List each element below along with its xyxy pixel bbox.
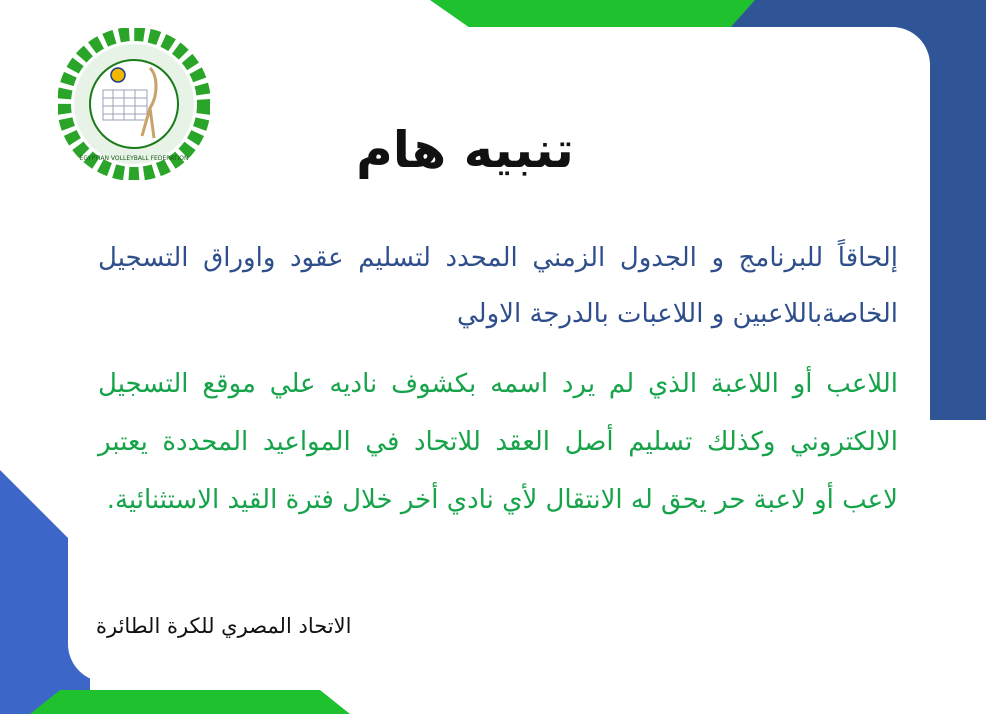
notice-title: تنبيه هام	[356, 121, 574, 179]
federation-signature: الاتحاد المصري للكرة الطائرة	[96, 614, 352, 638]
notice-paragraph-rule: اللاعب أو اللاعبة الذي لم يرد اسمه بكشوف ناديه علي موقع التسجيل الالكتروني وكذلك تسليم أصل العقد للاتحاد في المواعيد المحددة يعتبر لاعب أو لاعبة حر يحق له الانتقال لأي نادي أخر خلال فترة القيد الاستثنائية.	[98, 369, 898, 515]
bottom-green-stripe	[30, 690, 350, 714]
logo-ring-text: EGYPTIAN VOLLEYBALL FEDERATION	[79, 155, 189, 162]
notice-paragraph-intro: إلحاقاً للبرنامج و الجدول الزمني المحدد لتسليم عقود واوراق التسجيل الخاصةباللاعبين و اللاعبات بالدرجة الاولي	[98, 243, 898, 329]
volleyball-ball-icon	[111, 68, 125, 82]
top-green-stripe	[430, 0, 760, 28]
federation-logo	[58, 28, 210, 180]
